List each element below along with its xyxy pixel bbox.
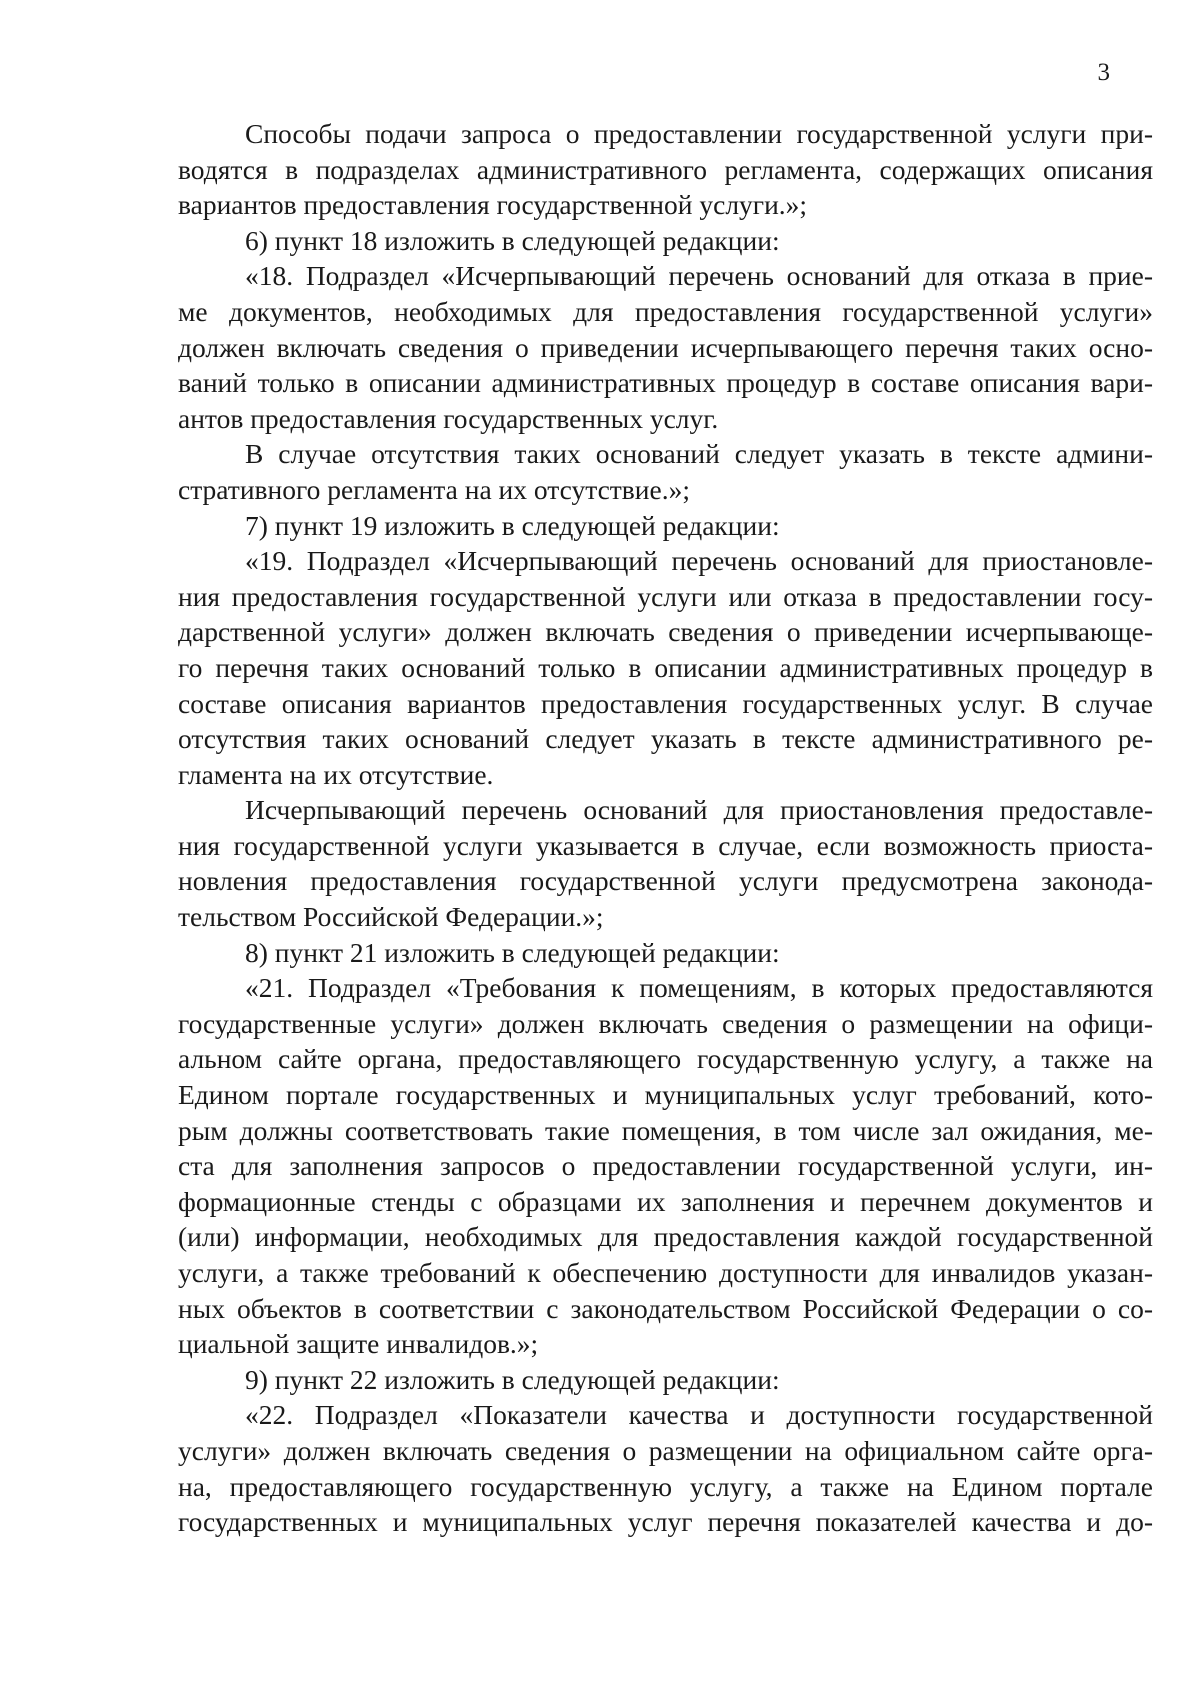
text-line: Едином портале государственных и муниципальных услуг требований, кото- [178,1079,1153,1111]
text-line: стративного регламента на их отсутствие.»; [178,473,690,505]
body-text [178,116,1153,1540]
text-line: услуги» должен включать сведения о размещении на официальном сайте орга- [178,1434,1153,1466]
text-line: водятся в подразделах административного регламента, содержащих описания [178,153,1153,185]
text-line: Способы подачи запроса о предоставлении государственной услуги при- [245,118,1153,149]
text-line: 9) пункт 22 изложить в следующей редакции: [245,1363,780,1395]
text-line: «19. Подраздел «Исчерпывающий перечень оснований для приостановле- [245,545,1153,577]
text-line: ста для заполнения запросов о предоставлении государственной услуги, ин- [178,1150,1153,1182]
text-line: 6) пункт 18 изложить в следующей редакции: [245,224,780,256]
text-line: циальной защите инвалидов.»; [178,1328,539,1360]
text-line: ваний только в описании административных процедур в составе описания вари- [178,367,1153,399]
text-line: услуги, а также требований к обеспечению доступности для инвалидов указан- [178,1257,1153,1288]
text-line: государственных и муниципальных услуг перечня показателей качества и до- [178,1506,1153,1538]
text-line: «21. Подраздел «Требования к помещениям, в которых предоставляются [245,972,1153,1004]
text-line: новления предоставления государственной услуги предусмотрена законода- [178,865,1153,897]
text-line: формационные стенды с образцами их заполнения и перечнем документов и [178,1185,1153,1217]
text-line: дарственной услуги» должен включать сведения о приведении исчерпывающе- [178,616,1153,648]
text-line: рым должны соответствовать такие помещения, в том числе зал ожидания, ме- [178,1114,1153,1146]
text-line: составе описания вариантов предоставления государственных услуг. В случае [178,687,1153,719]
text-line: го перечня таких оснований только в описании административных процедур в [178,651,1153,683]
text-line: тельством Российской Федерации.»; [178,901,604,933]
text-line: отсутствия таких оснований следует указать в тексте административного ре- [178,723,1153,755]
text-line: ме документов, необходимых для предоставления государственной услуги» [178,295,1153,327]
page-number: 3 [1097,59,1110,86]
text-line: ния государственной услуги указывается в случае, если возможность приоста- [178,829,1153,861]
text-line: антов предоставления государственных услуг. [178,402,719,434]
text-line: гламента на их отсутствие. [178,758,494,790]
text-line: Исчерпывающий перечень оснований для приостановления предоставле- [245,794,1153,826]
text-line: «18. Подраздел «Исчерпывающий перечень оснований для отказа в прие- [245,260,1153,292]
text-line: 7) пункт 19 изложить в следующей редакции: [245,509,780,541]
text-line: (или) информации, необходимых для предоставления каждой государственной [178,1221,1153,1253]
text-line: вариантов предоставления государственной услуги.»; [178,189,808,221]
text-line: ния предоставления государственной услуги или отказа в предоставлении госу- [178,580,1153,612]
text-line: альном сайте органа, предоставляющего государственную услугу, а также на [178,1043,1153,1075]
text-line: В случае отсутствия таких оснований следует указать в тексте админи- [245,438,1153,470]
text-line: ных объектов в соответствии с законодательством Российской Федерации о со- [178,1292,1153,1324]
text-line: на, предоставляющего государственную услугу, а также на Едином портале [178,1470,1153,1502]
text-line: «22. Подраздел «Показатели качества и доступности государственной [245,1399,1153,1431]
text-line: должен включать сведения о приведении исчерпывающего перечня таких осно- [178,331,1153,363]
text-line: 8) пункт 21 изложить в следующей редакции: [245,936,780,968]
text-line: государственные услуги» должен включать сведения о размещении на офици- [178,1007,1153,1039]
